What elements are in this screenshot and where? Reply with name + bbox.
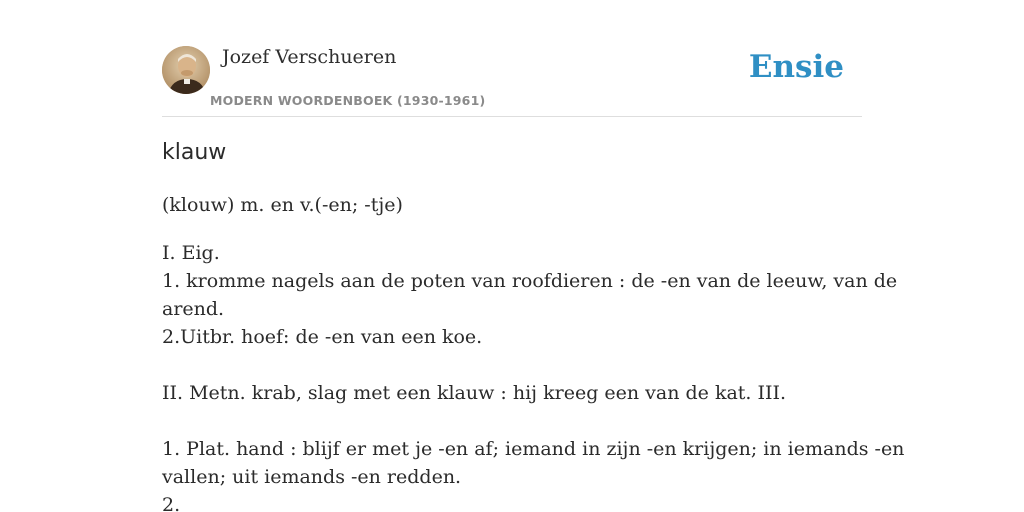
definition-line [162, 407, 862, 435]
definition-line: arend. [162, 298, 225, 320]
entry-header [162, 46, 862, 117]
definition-line: I. Eig. [162, 242, 220, 264]
definition-line: vallen; uit iemands -en redden. [162, 466, 462, 488]
definition-body [162, 239, 905, 512]
definition-line: 1. Plat. hand : blijf er met je -en af; iemand in zijn -en krijgen; in iemands -en [162, 438, 905, 460]
author-avatar[interactable] [162, 46, 210, 94]
headword: klauw [162, 140, 227, 165]
author-name[interactable]: Jozef Verschueren [222, 46, 397, 68]
ensie-logo[interactable]: Ensie [748, 49, 844, 85]
grammar-info: (klouw) m. en v.(-en; -tje) [162, 194, 403, 216]
definition-line: II. Metn. krab, slag met een klauw : hij kreeg een van de kat. III. [162, 382, 787, 404]
definition-line: 2.Uitbr. hoef: de -en van een koe. [162, 326, 483, 348]
definition-line: 1. kromme nagels aan de poten van roofdieren : de -en van de leeuw, van de [162, 270, 898, 292]
author-portrait-icon [162, 46, 210, 94]
source-dictionary[interactable]: MODERN WOORDENBOEK (1930-1961) [210, 93, 486, 108]
definition-line: 2. [162, 494, 181, 512]
definition-line [162, 351, 862, 379]
